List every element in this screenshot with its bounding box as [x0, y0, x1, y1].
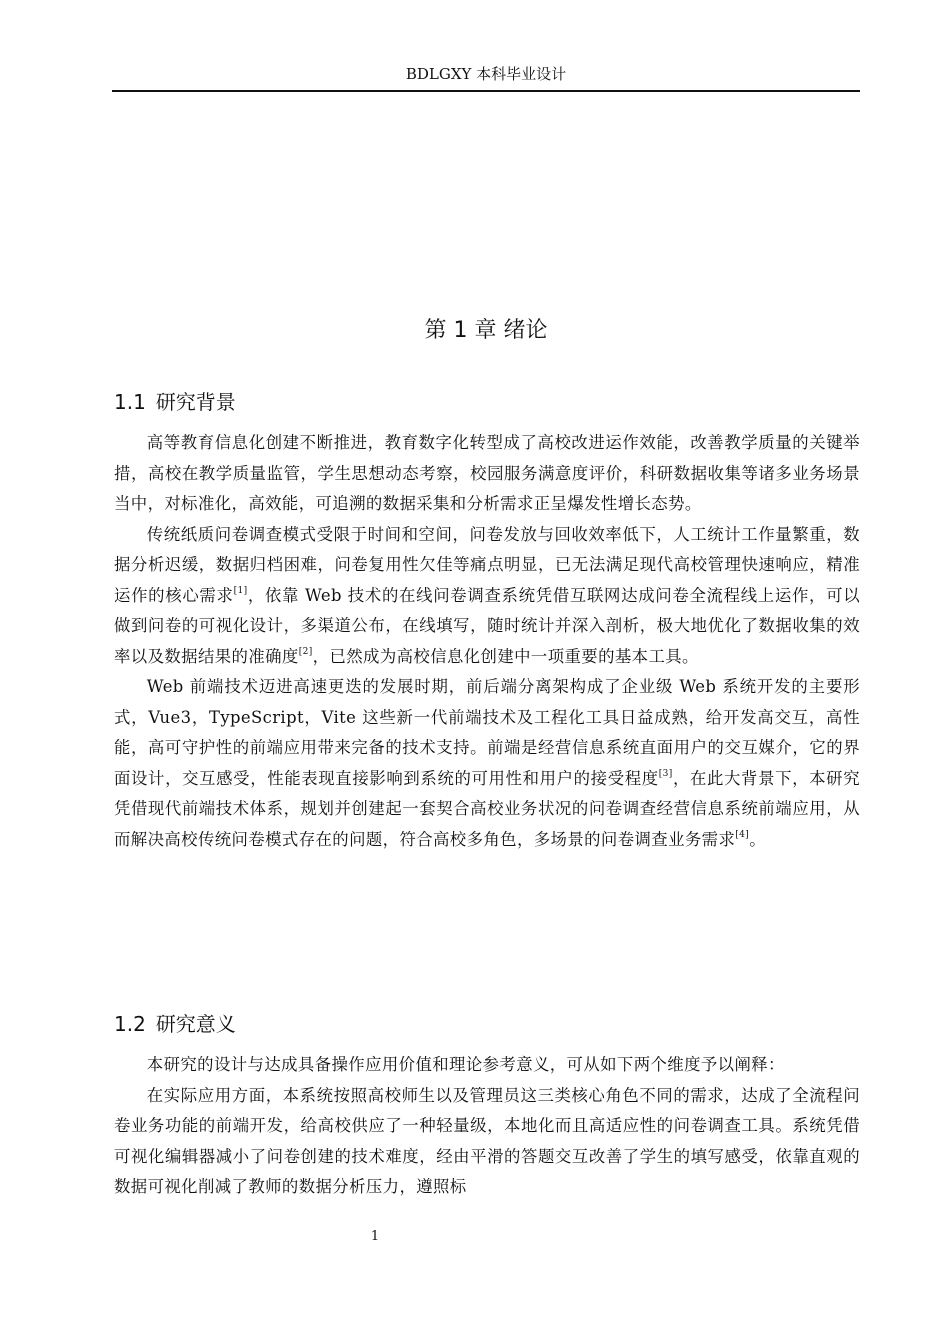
body-paragraph [114, 520, 860, 673]
paragraph-text: 。 [749, 829, 767, 849]
paragraph-text: ，在此大背景下，本研究凭借现代前端技术体系，规划并创建起一套契合高校业务状况的问卷调查经营信息系统前端应用，从而解决高校传统问卷模式存在的问题，符合高校多角色，多场景的问卷调查业务需求 [114, 768, 860, 849]
citation-marker: [4] [735, 829, 750, 840]
running-header: BDLGXY 本科毕业设计 [405, 65, 567, 83]
paragraph-text: ，已然成为高校信息化创建中一项重要的基本工具。 [312, 646, 699, 666]
body-paragraph [114, 672, 860, 855]
paragraph-text: 在实际应用方面，本系统按照高校师生以及管理员这三类核心角色不同的需求，达成了全流程问卷业务功能的前端开发，给高校供应了一种轻量级，本地化而且高适应性的问卷调查工具。系统凭借可视化编辑器减小了问卷创建的技术难度，经由平滑的答题交互改善了学生的填写感受，依靠直观的数据可视化削减了教师的数据分析压力，遵照标 [114, 1085, 860, 1196]
section-heading [114, 388, 236, 416]
citation-marker: [3] [658, 768, 673, 779]
section-title: 研究背景 [155, 390, 236, 414]
section-heading [114, 1010, 236, 1038]
chapter-title: 第 1 章 绪论 [424, 318, 548, 343]
section-body [114, 428, 860, 855]
citation-marker: [2] [298, 646, 313, 657]
section-body [114, 1050, 860, 1203]
header-rule [112, 90, 860, 92]
body-paragraph [114, 1050, 860, 1081]
paragraph-text: Web 前端技术迈进高速更迭的发展时期，前后端分离架构成了企业级 Web 系统开发的主要形式，Vue3，TypeScript，Vite 这些新一代前端技术及工程化工具日益成熟，给开发高交互，高性能，高可守护性的前端应用带来完备的技术支持。前端是经营信息系统直面用户的交互媒介，它的界面设计，交互感受，性能表现直接影响到系统的可用性和用户的接受程度 [114, 677, 860, 788]
section-number: 1.2 [114, 1012, 146, 1036]
paragraph-text: 本研究的设计与达成具备操作应用价值和理论参考意义，可从如下两个维度予以阐释： [146, 1055, 785, 1074]
body-paragraph [114, 1081, 860, 1203]
paragraph-text: ，依靠 Web 技术的在线问卷调查系统凭借互联网达成问卷全流程线上运作，可以做到问卷的可视化设计，多渠道公布，在线填写，随时统计并深入剖析，极大地优化了数据收集的效率以及数据结果的准确度 [114, 585, 860, 666]
section-title: 研究意义 [155, 1012, 236, 1036]
body-paragraph [114, 428, 860, 520]
citation-marker: [1] [233, 585, 248, 596]
paragraph-text: 传统纸质问卷调查模式受限于时间和空间，问卷发放与回收效率低下，人工统计工作量繁重，数据分析迟缓，数据归档困难，问卷复用性欠佳等痛点明显，已无法满足现代高校管理快速响应，精准运作的核心需求 [114, 524, 860, 605]
paragraph-text: 高等教育信息化创建不断推进，教育数字化转型成了高校改进运作效能，改善教学质量的关键举措，高校在教学质量监管，学生思想动态考察，校园服务满意度评价，科研数据收集等诸多业务场景当中，对标准化，高效能，可追溯的数据采集和分析需求正呈爆发性增长态势。 [114, 433, 860, 513]
page-number: 1 [370, 1229, 380, 1244]
section-number: 1.1 [114, 390, 146, 414]
